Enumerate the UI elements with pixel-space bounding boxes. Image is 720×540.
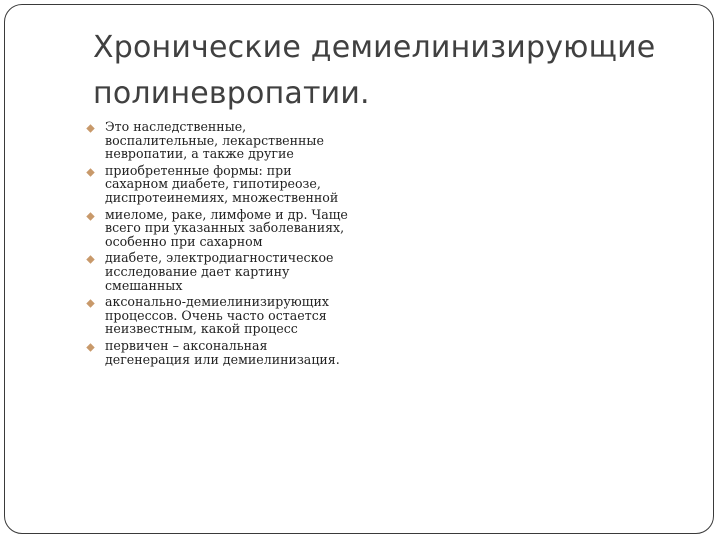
diamond-bullet-icon — [86, 343, 94, 351]
diamond-bullet-icon — [86, 299, 94, 307]
bullet-line: смешанных — [105, 277, 183, 293]
bullet-line: диспротеинемиях, множественной — [105, 189, 339, 205]
diamond-bullet-icon — [86, 124, 94, 132]
bullet-line: миеломе, раке, лимфоме и др. Чаще — [105, 206, 348, 222]
bullet-line: дегенерация или демиелинизация. — [105, 351, 340, 367]
bullet-line: особенно при сахарном — [105, 233, 263, 249]
bullet-line: первичен – аксональная — [105, 337, 268, 353]
bullet-item — [85, 339, 385, 366]
title-line-1: Хронические демиелинизирующие — [93, 30, 656, 65]
bullet-line: невропатии, а также другие — [105, 146, 294, 162]
bullet-text — [105, 295, 385, 336]
bullet-line: воспалительные, лекарственные — [105, 132, 324, 148]
bullet-text — [105, 120, 385, 161]
bullet-item — [85, 120, 385, 161]
bullet-item — [85, 251, 385, 292]
bullet-text — [105, 164, 385, 205]
bullet-line: неизвестным, какой процесс — [105, 321, 298, 337]
diamond-bullet-icon — [86, 212, 94, 220]
bullet-line: всего при указанных заболеваниях, — [105, 220, 345, 236]
bullet-line: сахарном диабете, гипотиреозе, — [105, 176, 321, 192]
bullet-line: аксонально-демиелинизирующих — [105, 294, 329, 310]
bullet-line: исследование дает картину — [105, 263, 290, 279]
slide-frame — [4, 4, 714, 534]
bullet-text — [105, 339, 385, 366]
bullet-text — [105, 251, 385, 292]
slide-title — [93, 25, 693, 117]
diamond-bullet-icon — [86, 256, 94, 264]
bullet-line: диабете, электродиагностическое — [105, 250, 334, 266]
diamond-bullet-icon — [86, 168, 94, 176]
bullet-line: процессов. Очень часто остается — [105, 307, 327, 323]
bullet-item — [85, 164, 385, 205]
bullet-item — [85, 208, 385, 249]
title-line-2: полиневропатии. — [93, 76, 370, 111]
bullet-line: приобретенные формы: при — [105, 162, 292, 178]
bullet-text — [105, 208, 385, 249]
bullet-line: Это наследственные, — [105, 119, 247, 134]
bullet-list — [85, 120, 385, 369]
bullet-item — [85, 295, 385, 336]
